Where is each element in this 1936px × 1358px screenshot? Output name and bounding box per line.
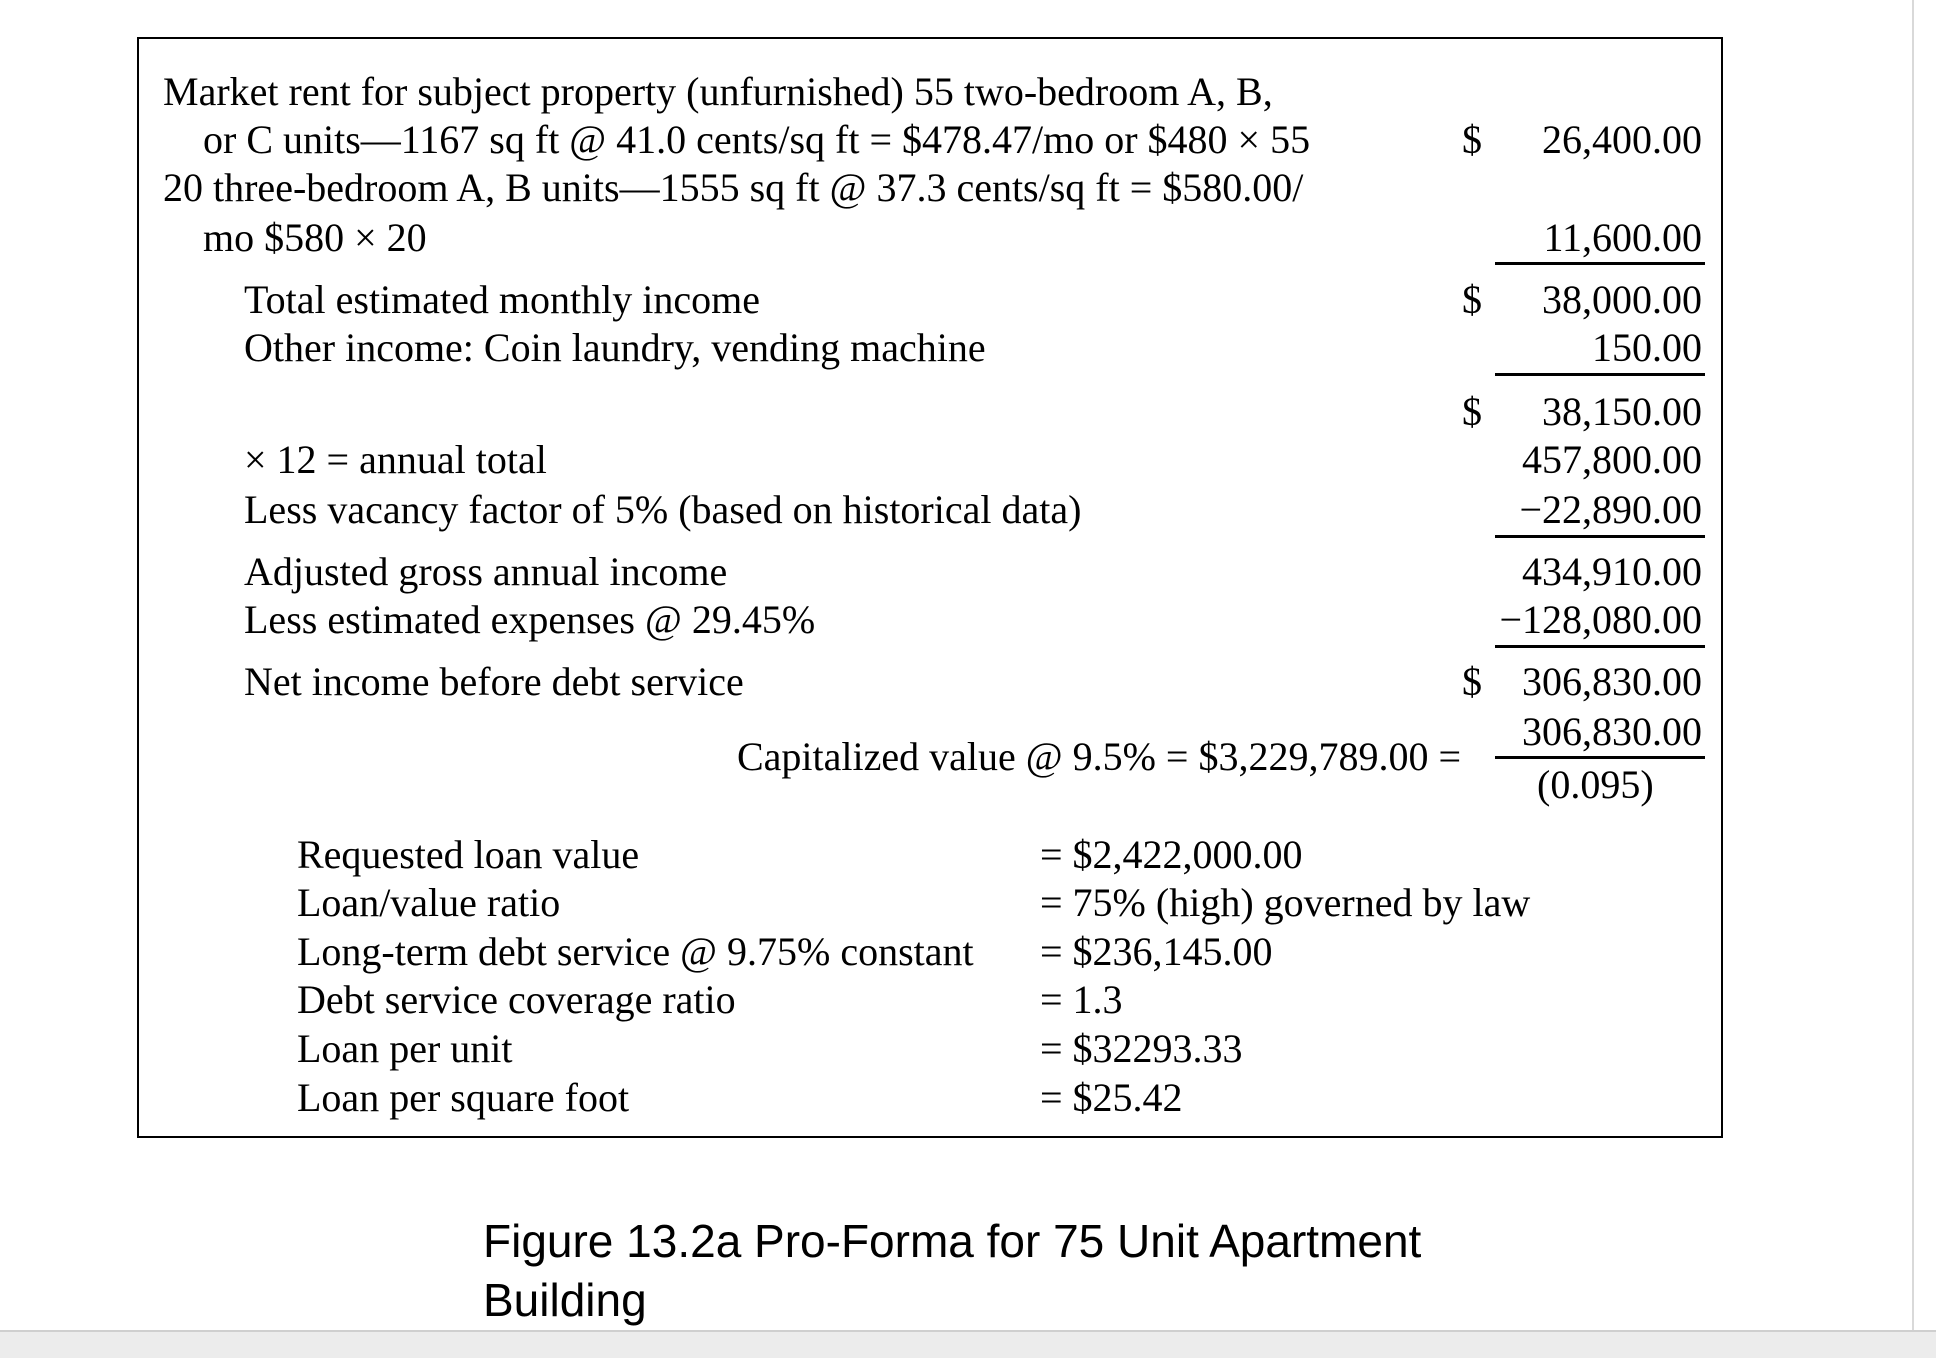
amount-three-bedroom: 11,600.00 xyxy=(1543,215,1702,260)
amount-vacancy: −22,890.00 xyxy=(1519,487,1702,532)
amount-annual-total: 457,800.00 xyxy=(1522,437,1702,482)
loan-term-value: = $236,145.00 xyxy=(1040,929,1273,974)
dollar-sign: $ xyxy=(1462,659,1482,704)
loan-term-label: Debt service coverage ratio xyxy=(297,977,736,1022)
sum-rule xyxy=(1495,262,1705,265)
market-rent-line-1: Market rent for subject property (unfurnished) 55 two-bedroom A, B, xyxy=(163,69,1273,114)
capitalized-value-label: Capitalized value @ 9.5% = $3,229,789.00 = xyxy=(737,734,1462,779)
dollar-sign: $ xyxy=(1462,389,1482,434)
loan-term-value: = 75% (high) governed by law xyxy=(1040,880,1531,925)
viewer-bottom-bar xyxy=(0,1330,1936,1358)
annual-total-label: × 12 = annual total xyxy=(244,437,547,482)
amount-adjusted-gross: 434,910.00 xyxy=(1522,549,1702,594)
sum-rule xyxy=(1495,535,1705,538)
loan-term-value: = 1.3 xyxy=(1040,977,1123,1022)
cap-numerator: 306,830.00 xyxy=(1522,709,1702,754)
figure-caption-line-2: Building xyxy=(483,1274,647,1326)
dollar-sign: $ xyxy=(1462,277,1482,322)
three-bedroom-line-1: 20 three-bedroom A, B units—1555 sq ft @ 37.3 cents/sq ft = $580.00/ xyxy=(163,165,1304,210)
amount-expenses: −128,080.00 xyxy=(1499,597,1702,642)
total-monthly-label: Total estimated monthly income xyxy=(244,277,760,322)
loan-term-label: Loan/value ratio xyxy=(297,880,561,925)
loan-term-label: Loan per unit xyxy=(297,1026,513,1071)
loan-term-value: = $32293.33 xyxy=(1040,1026,1243,1071)
adjusted-gross-label: Adjusted gross annual income xyxy=(244,549,728,594)
dollar-sign: $ xyxy=(1462,117,1482,162)
page-edge xyxy=(1912,0,1914,1330)
amount-subtotal: 38,150.00 xyxy=(1542,389,1702,434)
loan-term-label: Requested loan value xyxy=(297,832,640,877)
amount-net-income: 306,830.00 xyxy=(1522,659,1702,704)
figure-caption-line-1: Figure 13.2a Pro-Forma for 75 Unit Apartment xyxy=(483,1215,1422,1267)
loan-term-label: Long-term debt service @ 9.75% constant xyxy=(297,929,974,974)
three-bedroom-line-2: mo $580 × 20 xyxy=(203,215,427,260)
vacancy-label: Less vacancy factor of 5% (based on historical data) xyxy=(244,487,1082,532)
loan-term-label: Loan per square foot xyxy=(297,1075,630,1120)
sum-rule xyxy=(1495,645,1705,648)
sum-rule xyxy=(1495,373,1705,376)
amount-other-income: 150.00 xyxy=(1592,325,1702,370)
expenses-label: Less estimated expenses @ 29.45% xyxy=(244,597,816,642)
loan-term-value: = $25.42 xyxy=(1040,1075,1183,1120)
fraction-bar xyxy=(1495,756,1705,759)
other-income-label: Other income: Coin laundry, vending machine xyxy=(244,325,986,370)
net-income-label: Net income before debt service xyxy=(244,659,744,704)
loan-term-value: = $2,422,000.00 xyxy=(1040,832,1303,877)
cap-denominator: (0.095) xyxy=(1537,762,1654,807)
market-rent-line-2: or C units—1167 sq ft @ 41.0 cents/sq ft = $478.47/mo or $480 × 55 xyxy=(203,117,1311,162)
amount-total-monthly: 38,000.00 xyxy=(1542,277,1702,322)
amount-two-bedroom: 26,400.00 xyxy=(1542,117,1702,162)
